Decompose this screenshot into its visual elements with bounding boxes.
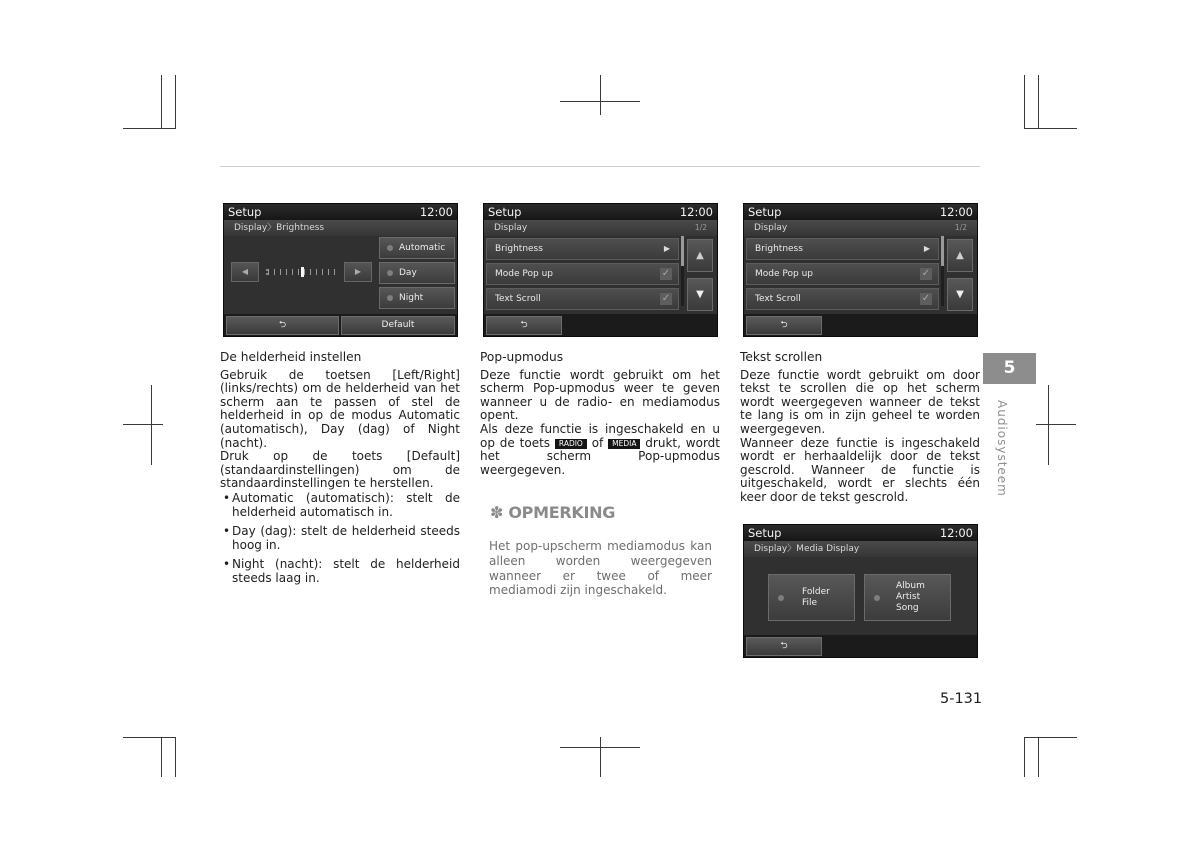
paragraph: Wanneer deze functie is ingeschakeld wordt er herhaaldelijk door de tekst gescrold. Wanneer de functie is uitgeschakeld, wordt er slechts één keer door de tekst gescrold. bbox=[740, 435, 980, 504]
paragraph bbox=[480, 423, 720, 477]
screen-clock: 12:00 bbox=[419, 205, 453, 219]
menu-item-label: Text Scroll bbox=[755, 294, 801, 304]
registration-mark bbox=[1048, 385, 1049, 465]
screen-title: Setup bbox=[748, 205, 782, 219]
menu-item-label: Brightness bbox=[495, 244, 543, 254]
registration-mark bbox=[123, 424, 163, 425]
automatic-button[interactable] bbox=[379, 237, 455, 259]
folder-file-button[interactable] bbox=[768, 574, 855, 621]
option-label: Night bbox=[399, 293, 424, 303]
scrollbar[interactable] bbox=[941, 236, 944, 306]
crop-mark bbox=[1024, 737, 1025, 777]
checkbox-icon[interactable]: ✓ bbox=[661, 268, 671, 279]
registration-mark bbox=[1036, 424, 1076, 425]
display-menu-body bbox=[744, 236, 977, 314]
crop-mark bbox=[123, 737, 175, 738]
bullet-item: • Night (nacht): stelt de helderheid steeds laag in. bbox=[220, 558, 460, 585]
text-span: Als deze functie is ingeschakeld en u op de toets bbox=[480, 421, 720, 450]
default-button[interactable]: Default bbox=[341, 316, 455, 335]
paragraph: Deze functie wordt gebruikt om het scherm Pop-upmodus weer te geven wanneer u de radio- en mediamodus opent. bbox=[480, 367, 720, 423]
brightness-left-button[interactable] bbox=[231, 262, 259, 282]
paragraph: Druk op de toets [Default] (standaardinstellingen) om de standaardinstellingen te herstellen. bbox=[220, 449, 460, 491]
screen-clock: 12:00 bbox=[939, 205, 973, 219]
option-line: Album bbox=[896, 581, 925, 591]
checkbox-icon[interactable]: ✓ bbox=[661, 293, 671, 304]
menu-item-label: Brightness bbox=[755, 244, 803, 254]
chapter-tab: 5 bbox=[983, 353, 1036, 384]
crop-mark bbox=[1024, 128, 1077, 129]
brightness-slider[interactable] bbox=[266, 269, 338, 275]
breadcrumb bbox=[484, 220, 717, 236]
triangle-up-icon: ▲ bbox=[956, 250, 964, 261]
menu-item-label: Text Scroll bbox=[495, 294, 541, 304]
option-line: Folder bbox=[802, 587, 830, 597]
option-line: File bbox=[802, 598, 818, 608]
bullet-item: • Automatic (automatisch): stelt de helderheid automatisch in. bbox=[220, 492, 460, 519]
breadcrumb bbox=[224, 220, 457, 236]
note-heading: ✽ OPMERKING bbox=[490, 503, 616, 522]
screen-header bbox=[744, 204, 977, 220]
crop-mark bbox=[123, 128, 175, 129]
menu-item-mode-pop-up[interactable] bbox=[486, 263, 679, 285]
back-button[interactable] bbox=[226, 316, 339, 335]
registration-mark bbox=[600, 75, 601, 115]
radio-dot-icon bbox=[778, 595, 784, 601]
display-menu-body bbox=[484, 236, 717, 314]
night-button[interactable] bbox=[379, 287, 455, 309]
return-arrow-icon: ⮌ bbox=[780, 320, 788, 330]
triangle-left-icon: ◀ bbox=[241, 267, 249, 276]
breadcrumb bbox=[744, 541, 977, 557]
album-artist-song-button[interactable] bbox=[864, 574, 951, 621]
crop-mark bbox=[1024, 75, 1025, 129]
section-heading: De helderheid instellen bbox=[220, 350, 362, 364]
screen-title: Setup bbox=[748, 526, 782, 540]
return-arrow-icon: ⮌ bbox=[278, 320, 287, 330]
breadcrumb-text: Display bbox=[754, 223, 788, 233]
brightness-body bbox=[224, 236, 457, 314]
text-span: of bbox=[586, 435, 609, 450]
note-text: Het pop-upscherm mediamodus kan alleen worden weergegeven wanneer er twee of meer mediamodi zijn ingeschakeld. bbox=[489, 539, 712, 598]
brightness-screen bbox=[223, 203, 458, 337]
screen-clock: 12:00 bbox=[679, 205, 713, 219]
radio-dot-icon bbox=[387, 245, 393, 251]
paragraph: Gebruik de toetsen [Left/Right] (links/rechts) om de helderheid van het scherm aan te passen of stel de helderheid in op de modus Automatic (automatisch), Day (dag) of Night (nacht). bbox=[220, 367, 460, 450]
back-button[interactable] bbox=[746, 637, 822, 656]
crop-mark bbox=[161, 737, 162, 777]
screen-header bbox=[224, 204, 457, 220]
option-label: Day bbox=[399, 268, 417, 278]
crop-mark bbox=[161, 75, 162, 129]
section-heading: Tekst scrollen bbox=[740, 350, 823, 364]
screen-title: Setup bbox=[228, 205, 262, 219]
crop-mark bbox=[1024, 737, 1077, 738]
back-button[interactable] bbox=[486, 316, 562, 335]
option-line: Song bbox=[896, 603, 919, 613]
scroll-up-button[interactable] bbox=[687, 239, 713, 272]
breadcrumb bbox=[744, 220, 977, 236]
registration-mark bbox=[151, 385, 152, 465]
paragraph: Deze functie wordt gebruikt om door tekst te scrollen die op het scherm wordt weergegeven wanneer de tekst te lang is om in zijn geheel te worden weergegeven. bbox=[740, 367, 980, 436]
radio-dot-icon bbox=[874, 595, 880, 601]
screen-clock: 12:00 bbox=[939, 526, 973, 540]
scroll-up-button[interactable] bbox=[947, 239, 973, 272]
display-menu-screen bbox=[483, 203, 718, 337]
option-line: Artist bbox=[896, 592, 921, 602]
text-span: drukt, wordt het scherm Pop-upmodus weergegeven. bbox=[480, 435, 720, 477]
day-button[interactable] bbox=[379, 262, 455, 284]
radio-dot-icon bbox=[387, 295, 393, 301]
page-indicator: 1/2 bbox=[694, 223, 707, 232]
section-heading: Pop-upmodus bbox=[480, 350, 564, 364]
triangle-right-icon: ▶ bbox=[663, 244, 670, 253]
triangle-down-icon: ▼ bbox=[696, 289, 704, 300]
page-number: 5-131 bbox=[940, 691, 983, 707]
crop-mark bbox=[175, 75, 176, 129]
scroll-down-button[interactable] bbox=[687, 278, 713, 311]
media-display-body bbox=[744, 557, 977, 635]
breadcrumb-text: Display bbox=[494, 223, 528, 233]
breadcrumb-text: Display〉Media Display bbox=[754, 544, 860, 554]
menu-item-brightness[interactable] bbox=[746, 238, 939, 260]
scrollbar-thumb[interactable] bbox=[941, 236, 944, 266]
option-label: Automatic bbox=[399, 243, 446, 253]
screen-header bbox=[484, 204, 717, 220]
breadcrumb-text: Display〉Brightness bbox=[234, 223, 325, 233]
screen-header bbox=[744, 525, 977, 541]
screen-title: Setup bbox=[488, 205, 522, 219]
back-button[interactable] bbox=[746, 316, 822, 335]
screen-bottom-bar bbox=[224, 314, 457, 336]
scrollbar-thumb[interactable] bbox=[681, 236, 684, 266]
menu-item-text-scroll[interactable] bbox=[746, 288, 939, 310]
media-display-screen bbox=[743, 524, 978, 658]
radio-key-badge: RADIO bbox=[555, 439, 587, 449]
menu-item-brightness[interactable] bbox=[486, 238, 679, 260]
crop-mark bbox=[1038, 75, 1039, 129]
menu-item-label: Mode Pop up bbox=[755, 269, 813, 279]
triangle-right-icon: ▶ bbox=[354, 267, 362, 276]
scrollbar[interactable] bbox=[681, 236, 684, 306]
media-key-badge: MEDIA bbox=[608, 439, 640, 449]
page-indicator: 1/2 bbox=[954, 223, 967, 232]
screen-bottom-bar bbox=[744, 635, 977, 657]
header-rule bbox=[220, 166, 980, 167]
crop-mark bbox=[1038, 737, 1039, 777]
crop-mark bbox=[175, 737, 176, 777]
scroll-down-button[interactable] bbox=[947, 278, 973, 311]
screen-bottom-bar bbox=[484, 314, 717, 336]
bullet-item: • Day (dag): stelt de helderheid steeds hoog in. bbox=[220, 525, 460, 552]
checkbox-icon[interactable]: ✓ bbox=[921, 293, 931, 304]
menu-item-mode-pop-up[interactable] bbox=[746, 263, 939, 285]
menu-item-text-scroll[interactable] bbox=[486, 288, 679, 310]
slider-thumb[interactable] bbox=[301, 267, 304, 277]
popup-mode-section bbox=[480, 351, 720, 477]
menu-item-label: Mode Pop up bbox=[495, 269, 553, 279]
brightness-right-button[interactable] bbox=[344, 262, 372, 282]
return-arrow-icon: ⮌ bbox=[520, 320, 528, 330]
triangle-right-icon: ▶ bbox=[923, 244, 930, 253]
radio-dot-icon bbox=[387, 270, 393, 276]
return-arrow-icon: ⮌ bbox=[780, 641, 788, 651]
display-menu-screen-2 bbox=[743, 203, 978, 337]
registration-mark bbox=[600, 737, 601, 777]
brightness-section bbox=[220, 351, 460, 586]
triangle-down-icon: ▼ bbox=[956, 289, 964, 300]
chapter-title: Audiosysteem bbox=[995, 400, 1009, 497]
checkbox-icon[interactable]: ✓ bbox=[921, 268, 931, 279]
screen-bottom-bar bbox=[744, 314, 977, 336]
text-scroll-section bbox=[740, 351, 980, 505]
triangle-up-icon: ▲ bbox=[696, 250, 704, 261]
